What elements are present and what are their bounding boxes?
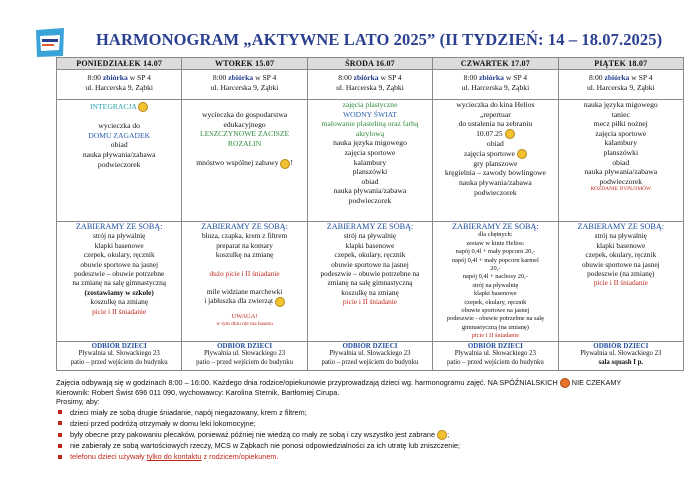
page-title: HARMONOGRAM „AKTYWNE LATO 2025” (II TYDZIEŃ: 14 – 18.07.2025) bbox=[96, 30, 663, 49]
bring-item: strój na pływalnię bbox=[343, 231, 397, 241]
activity: do ustalenia na zebraniu bbox=[458, 119, 533, 129]
bring-item: koszulkę na zmianę bbox=[215, 250, 274, 260]
meeting-cell: 8:00 zbiórka w SP 4 ul. Harcerska 9, Ząbki bbox=[182, 70, 307, 100]
bring-row bbox=[57, 222, 684, 342]
meeting-cell: 8:00 zbiórka w SP 4 ul. Harcerska 9, Ząbki bbox=[307, 70, 432, 100]
activities-cell bbox=[307, 100, 432, 222]
activity: wycieczka do gospodarstwa bbox=[201, 110, 288, 119]
notes-list bbox=[56, 407, 696, 463]
activity: podwieczorek bbox=[97, 159, 141, 169]
smiley-icon bbox=[437, 430, 447, 440]
activity: podwieczorek bbox=[599, 176, 643, 186]
bring-item: czepek, okulary, ręcznik bbox=[334, 250, 406, 260]
activities-row bbox=[57, 100, 684, 222]
activity: podwieczorek bbox=[348, 195, 392, 205]
bring-item: koszulkę na zmianę bbox=[341, 287, 399, 297]
bring-item: dużo picie i II śniadanie bbox=[209, 268, 280, 278]
activities-cell bbox=[182, 100, 307, 222]
activity: edukacyjnego bbox=[223, 119, 266, 129]
notes-staff: Kierownik: Robert Świst 696 011 090, wychowawcy: Karolina Sternik, Bartłomiej Cirupa. bbox=[56, 388, 340, 398]
activity: nauka pływania/zabawa bbox=[82, 150, 156, 160]
bring-item: klapki basenowe bbox=[473, 290, 517, 298]
logo bbox=[30, 26, 70, 60]
bring-header: ZABIERAMY ZE SOBĄ: bbox=[452, 222, 539, 231]
bring-item: preparat na komary bbox=[216, 240, 273, 250]
schedule-table bbox=[56, 57, 684, 371]
activity: mecz piłki nożnej bbox=[593, 119, 648, 129]
bring-item: klapki basenowe bbox=[345, 240, 395, 250]
activity-integration: INTEGRACJA bbox=[59, 102, 179, 112]
activity: taniec bbox=[611, 109, 630, 119]
activity: malowanie plasteliną oraz farbą bbox=[321, 119, 419, 129]
bring-item: na zmianę na salę gimnastyczną bbox=[72, 278, 166, 288]
bring-item: obuwie sportowe na jasnej bbox=[80, 259, 158, 269]
bring-item: picie i II śniadanie bbox=[92, 306, 147, 316]
warning-text: w tym dniu nie ma basenu bbox=[216, 321, 273, 328]
notes-request: Prosimy, aby: bbox=[56, 397, 100, 407]
bring-header: ZABIERAMY ZE SOBĄ: bbox=[577, 222, 665, 231]
pickup-cell: ODBIÓR DZIECI Pływalnia ul. Słowackiego 23 patio – przed wejściem do budynku bbox=[182, 341, 307, 370]
activity: obiad bbox=[361, 176, 379, 186]
bring-item: strój na pływalnię bbox=[594, 231, 647, 241]
activity: obiad bbox=[612, 157, 630, 167]
warning-title: UWAGA! bbox=[231, 312, 258, 320]
list-item: telefonu dzieci używały tylko do kontaktu z rodzicem/opiekunem. bbox=[70, 451, 696, 462]
activity: nauka języka migowego bbox=[583, 100, 658, 109]
bring-item: klapki basenowe bbox=[596, 240, 646, 250]
bring-item: czepek, okulary, ręcznik bbox=[83, 250, 155, 260]
smiley-icon bbox=[517, 149, 527, 159]
bring-item: obuwie sportowe na jasnej bbox=[581, 259, 660, 269]
bring-cell bbox=[182, 222, 307, 342]
activity: zajęcia sportowe bbox=[344, 147, 396, 157]
bring-cell bbox=[558, 222, 683, 342]
bring-item: napój 0,4l + nachosy 20,- bbox=[462, 273, 528, 281]
activity: planszówki bbox=[352, 167, 388, 177]
bring-item: podeszwie (na zmianę) bbox=[587, 269, 655, 279]
smiley-icon bbox=[138, 102, 148, 112]
activity: kręgielnia – zawody bowlingowe bbox=[444, 168, 546, 178]
day-header: ŚRODA 16.07 bbox=[307, 58, 432, 70]
bring-item: zmianę na salę gimnastyczną bbox=[327, 278, 413, 288]
day-header: CZWARTEK 17.07 bbox=[433, 58, 558, 70]
pickup-cell: ODBIÓR DZIECI Pływalnia ul. Słowackiego 23 patio – przed wejściem do budynku bbox=[433, 341, 558, 370]
notes bbox=[56, 378, 696, 463]
bring-item: mile widziane marchewki bbox=[206, 287, 283, 297]
meeting-row bbox=[57, 70, 684, 100]
pickup-row bbox=[57, 341, 684, 370]
bring-item: 20,- bbox=[490, 265, 501, 273]
activity: obiad bbox=[110, 140, 128, 150]
list-item: nie zabierały ze sobą wartościowych rzeczy, MCS w Ząbkach nie ponosi odpowiedzialności za ich utratę lub zniszczenie; bbox=[70, 440, 696, 451]
bring-header: ZABIERAMY ZE SOBĄ: bbox=[326, 222, 414, 231]
activity: zajęcia plastyczne bbox=[342, 100, 398, 109]
bring-item: podeszwie – obuwie potrzebne na bbox=[320, 269, 420, 279]
bring-item: picie i II śniadanie bbox=[593, 278, 648, 288]
list-item: dzieci przed podróżą otrzymały w domu leki lokomocyjne; bbox=[70, 418, 696, 429]
activity: ROZDANIE DYPLOMÓW bbox=[590, 186, 652, 193]
activity: wycieczka do bbox=[98, 121, 140, 131]
activity: LESZCZYNOWE ZACISZE bbox=[199, 129, 290, 139]
activity: gry planszowe bbox=[473, 158, 518, 168]
bring-item: obuwie sportowe na jasnej bbox=[331, 259, 409, 269]
list-item: były obecne przy pakowaniu plecaków, ponieważ później nie wiedzą co mały ze sobą i czy wszystko jest zabrane ; bbox=[70, 429, 696, 440]
bring-item: koszulkę na zmianę bbox=[90, 297, 148, 307]
bring-item: picie i II śniadanie bbox=[342, 297, 398, 307]
bring-item: gimnastyczną (na zmianę) bbox=[461, 323, 529, 331]
activity: zajęcia sportowe bbox=[435, 149, 555, 159]
bring-item: podeszwie – obuwie potrzebne bbox=[74, 269, 165, 279]
bring-item: podeszwie - obuwie potrzebne na salę bbox=[446, 315, 544, 323]
activity: wycieczka do kina Helios bbox=[456, 100, 535, 109]
activity: planszówki bbox=[603, 147, 639, 157]
meeting-cell: 8:00 zbiórka w SP 4 ul. Harcerska 9, Ząbki bbox=[433, 70, 558, 100]
sad-face-icon bbox=[560, 378, 570, 388]
activity: WODNY ŚWIAT bbox=[343, 109, 397, 119]
bring-item: napój 0,4l + mały popcorn 20,- bbox=[455, 248, 536, 256]
bring-item: bluza, czapka, krem z filtrem bbox=[202, 231, 288, 241]
bring-item: strój na pływalnię bbox=[472, 281, 519, 289]
pickup-cell: ODBIÓR DZIECI Pływalnia ul. Słowackiego 23 sala squash I p. bbox=[558, 341, 683, 370]
bring-cell bbox=[307, 222, 432, 342]
activity: „repertuar bbox=[479, 109, 511, 119]
bring-item: strój na pływalnię bbox=[93, 231, 146, 241]
smiley-icon bbox=[280, 159, 290, 169]
list-item: dzieci miały ze sobą drugie śniadanie, napój niegazowany, krem z filtrem; bbox=[70, 407, 696, 418]
activities-cell bbox=[558, 100, 683, 222]
activity: kalambury bbox=[353, 157, 387, 167]
activity: nauka pływania/zabawa bbox=[333, 186, 407, 196]
activity: akrylową bbox=[355, 128, 385, 138]
day-header: PIĄTEK 18.07 bbox=[558, 58, 683, 70]
activity: DOMU ZAGADEK bbox=[88, 130, 151, 140]
activity: nauka języka migowego bbox=[333, 138, 407, 148]
bring-item: czepek, okulary, ręcznik bbox=[464, 298, 527, 306]
activity: podwieczorek bbox=[474, 187, 517, 197]
day-header: PONIEDZIAŁEK 14.07 bbox=[57, 58, 182, 70]
bring-item: napój 0,4l + mały popcorn karmel bbox=[451, 256, 539, 264]
activity: 10.07.25 bbox=[435, 129, 555, 139]
bring-header: ZABIERAMY ZE SOBĄ: bbox=[75, 222, 163, 231]
notes-hours: Zajęcia odbywają się w godzinach 8:00 – 16:00. Każdego dnia rodzice/opiekunowie przyprowadzają dzieci wg. harmonogramu zajęć. NA SPÓŹNIALSKICH NIE CZEKAMY bbox=[56, 378, 622, 387]
activity: zajęcia sportowe bbox=[595, 128, 647, 138]
bring-item: i jabłuszka dla zwierząt bbox=[184, 296, 304, 306]
bring-item: czepek, okulary, ręcznik bbox=[585, 250, 657, 260]
day-header-row bbox=[57, 58, 684, 70]
bring-header: ZABIERAMY ZE SOBĄ: bbox=[201, 222, 288, 231]
bring-item: dla chętnych: bbox=[478, 231, 513, 239]
meeting-cell: 8:00 zbiórka w SP 4 ul. Harcerska 9, Ząbki bbox=[558, 70, 683, 100]
day-header: WTOREK 15.07 bbox=[182, 58, 307, 70]
activity: nauka pływania/zabawa bbox=[458, 178, 532, 188]
activity: mnóstwo wspólnej zabawy ! bbox=[196, 158, 293, 168]
bring-cell bbox=[57, 222, 182, 342]
activities-cell bbox=[57, 100, 182, 222]
activity: nauka pływania/zabawa bbox=[584, 167, 658, 177]
pickup-cell: ODBIÓR DZIECI Pływalnia ul. Słowackiego 23 patio – przed wejściem do budynku bbox=[307, 341, 432, 370]
smiley-icon bbox=[275, 297, 285, 307]
bring-cell bbox=[433, 222, 558, 342]
bring-item: picie i II śniadanie bbox=[471, 332, 520, 340]
activity: obiad bbox=[486, 139, 504, 149]
activities-cell bbox=[433, 100, 558, 222]
activity: ROZALIN bbox=[227, 138, 262, 148]
meeting-cell: 8:00 zbiórka w SP 4 ul. Harcerska 9, Ząbki bbox=[57, 70, 182, 100]
bring-item: obuwie sportowe na jasnej bbox=[461, 307, 530, 315]
bring-item: klapki basenowe bbox=[94, 240, 144, 250]
smiley-icon bbox=[505, 129, 515, 139]
activity: kalambury bbox=[604, 138, 638, 148]
pickup-cell: ODBIÓR DZIECI Pływalnia ul. Słowackiego 23 patio – przed wejściem do budynku bbox=[57, 341, 182, 370]
bring-item: zestaw w kinie Helios: bbox=[466, 239, 525, 247]
bring-item: (zostawiamy w szkole) bbox=[84, 287, 154, 297]
